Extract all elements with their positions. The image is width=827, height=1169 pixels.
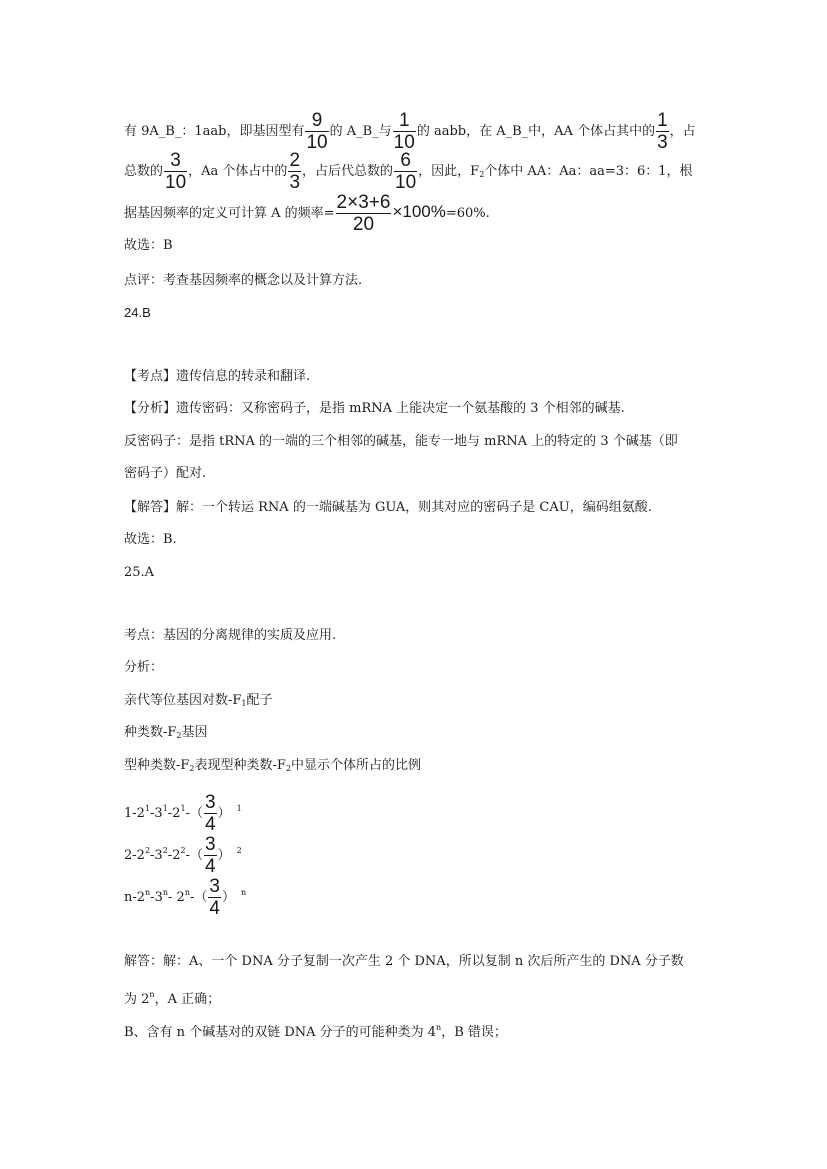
fenxi-24-line-2: 反密码子：是指 tRNA 的一端的三个相邻的碱基，能专一地与 mRNA 上的特定的 3 个碱基（即 <box>124 434 678 449</box>
denominator: 10 <box>393 132 415 153</box>
text: ，占 <box>669 124 696 139</box>
fraction-3-4 <box>208 876 221 919</box>
text: 据基因频率的定义可计算 A 的频率= <box>124 206 335 221</box>
kaodian-25: 考点：基因的分离规律的实质及应用. <box>124 628 337 643</box>
fraction-3-4 <box>204 792 217 835</box>
text: n-2 <box>124 890 146 905</box>
jieda-25-line-2 <box>124 985 220 1010</box>
numerator: 6 <box>394 150 417 172</box>
fraction-3-10 <box>164 150 187 193</box>
answer-line-1 <box>124 110 696 153</box>
text: 配子 <box>246 693 273 708</box>
text: ，Aa 个体占中的 <box>188 164 288 179</box>
denominator: 20 <box>352 214 375 235</box>
fraction-3-4 <box>204 834 217 877</box>
percent-text: ×100% <box>392 202 446 221</box>
numerator: 3 <box>164 150 187 172</box>
exponent: 1 <box>144 804 151 813</box>
exponent: 2 <box>162 846 168 855</box>
numerator: 1 <box>657 110 668 131</box>
text: 有 9A_B_：1aab，即基因型有 <box>124 124 305 139</box>
text: 为 2 <box>124 992 150 1007</box>
text: 的 A_B_与 <box>329 124 392 139</box>
text: 个体中 AA：Aa：aa=3：6：1，根 <box>484 164 693 179</box>
comment-23: 点评：考查基因频率的概念以及计算方法. <box>124 273 363 288</box>
exponent: 1 <box>162 804 168 813</box>
denominator: 3 <box>289 172 301 193</box>
exponent: n <box>162 888 169 897</box>
text: 种类数-F <box>124 725 177 740</box>
fraction-2-3 <box>288 150 301 193</box>
choice-23: 故选：B <box>124 238 173 253</box>
text: ，因此，F <box>418 164 480 179</box>
text: -2 <box>167 848 181 863</box>
denominator: 10 <box>395 172 417 193</box>
denominator: 4 <box>209 898 220 919</box>
formula-row-3 <box>124 876 246 919</box>
text: 的 aabb，在 A_B_中，AA 个体占其中的 <box>416 124 656 139</box>
text: -（ <box>185 806 203 821</box>
text: -3 <box>150 806 163 821</box>
jieda-25-line-1: 解答：解：A、一个 DNA 分子复制一次产生 2 个 DNA，所以复制 n 次后所产生的 DNA 分子数 <box>124 954 684 969</box>
fraction-1-10 <box>393 110 416 153</box>
formula-row-1 <box>124 792 242 835</box>
exponent: 2 <box>180 846 186 855</box>
denominator: 3 <box>657 132 668 153</box>
text: =60%. <box>445 206 490 221</box>
denominator: 10 <box>165 172 187 193</box>
exponent: n <box>240 888 247 897</box>
table-line-2 <box>124 723 208 746</box>
fenxi-24-line-3: 密码子）配对. <box>124 466 207 481</box>
question-number-24: 24.B <box>124 305 151 320</box>
text: 1-2 <box>124 806 145 821</box>
kaodian-24: 【考点】遗传信息的转录和翻译. <box>124 369 311 384</box>
table-line-1 <box>124 691 273 714</box>
text: 2-2 <box>124 848 145 863</box>
exponent: n <box>149 990 155 999</box>
exponent: 1 <box>180 804 186 813</box>
text: 总数的 <box>124 164 164 179</box>
exponent: n <box>184 888 190 897</box>
table-line-3 <box>124 756 421 779</box>
text: 表现型种类数-F <box>194 758 286 773</box>
fraction-6-10 <box>394 150 417 193</box>
formula-row-2 <box>124 834 242 877</box>
numerator: 3 <box>204 834 216 855</box>
text: B、含有 n 个碱基对的双链 DNA 分子的可能种类为 4 <box>124 1025 437 1040</box>
exponent: 1 <box>236 804 242 813</box>
subscript: 2 <box>176 731 182 740</box>
text: 基因 <box>181 725 208 740</box>
numerator: 3 <box>209 876 220 897</box>
text: ，A 正确； <box>154 992 221 1007</box>
numerator: 9 <box>305 110 328 132</box>
exponent: 2 <box>144 846 151 855</box>
text: 亲代等位基因对数-F <box>124 693 242 708</box>
choice-24: 故选：B. <box>124 532 177 547</box>
numerator: 1 <box>393 110 416 132</box>
text: ） <box>217 848 231 863</box>
denominator: 10 <box>306 132 328 153</box>
denominator: 4 <box>204 856 216 877</box>
fraction-9-10 <box>305 110 328 153</box>
numerator: 2 <box>289 150 301 171</box>
fraction-1-3 <box>656 110 669 153</box>
answer-line-2 <box>124 150 693 193</box>
answer-line-3 <box>124 192 490 235</box>
text: ） <box>217 806 231 821</box>
jieda-25-line-3 <box>124 1018 507 1043</box>
text: -3 <box>150 848 163 863</box>
text: -（ <box>189 890 208 905</box>
subscript: 2 <box>285 764 292 773</box>
text: -3 <box>150 890 163 905</box>
fraction-formula <box>336 192 392 235</box>
text: ，B 错误； <box>441 1025 507 1040</box>
text: 型种类数-F <box>124 758 190 773</box>
subscript: 1 <box>241 699 247 708</box>
denominator: 4 <box>204 814 216 835</box>
jieda-24: 【解答】解：一个转运 RNA 的一端碱基为 GUA，则其对应的密码子是 CAU，编码组氨酸. <box>124 500 652 515</box>
exponent: 2 <box>236 846 242 855</box>
text: ，占后代总数的 <box>302 164 394 179</box>
text: 中显示个体所占的比例 <box>291 758 422 773</box>
exponent: n <box>436 1023 442 1032</box>
subscript: 2 <box>189 764 195 773</box>
text: -（ <box>185 848 203 863</box>
subscript: 2 <box>479 170 485 179</box>
question-number-25: 25.A <box>124 565 155 580</box>
numerator: 3 <box>204 792 216 813</box>
text: -2 <box>167 806 181 821</box>
exponent: n <box>145 888 151 897</box>
fenxi-24-line-1: 【分析】遗传密码：又称密码子，是指 mRNA 上能决定一个氨基酸的 3 个相邻的碱基. <box>124 401 625 416</box>
fenxi-25: 分析： <box>124 660 164 675</box>
text: ） <box>221 890 235 905</box>
text: - 2 <box>168 890 185 905</box>
numerator: 2×3+6 <box>336 192 391 213</box>
